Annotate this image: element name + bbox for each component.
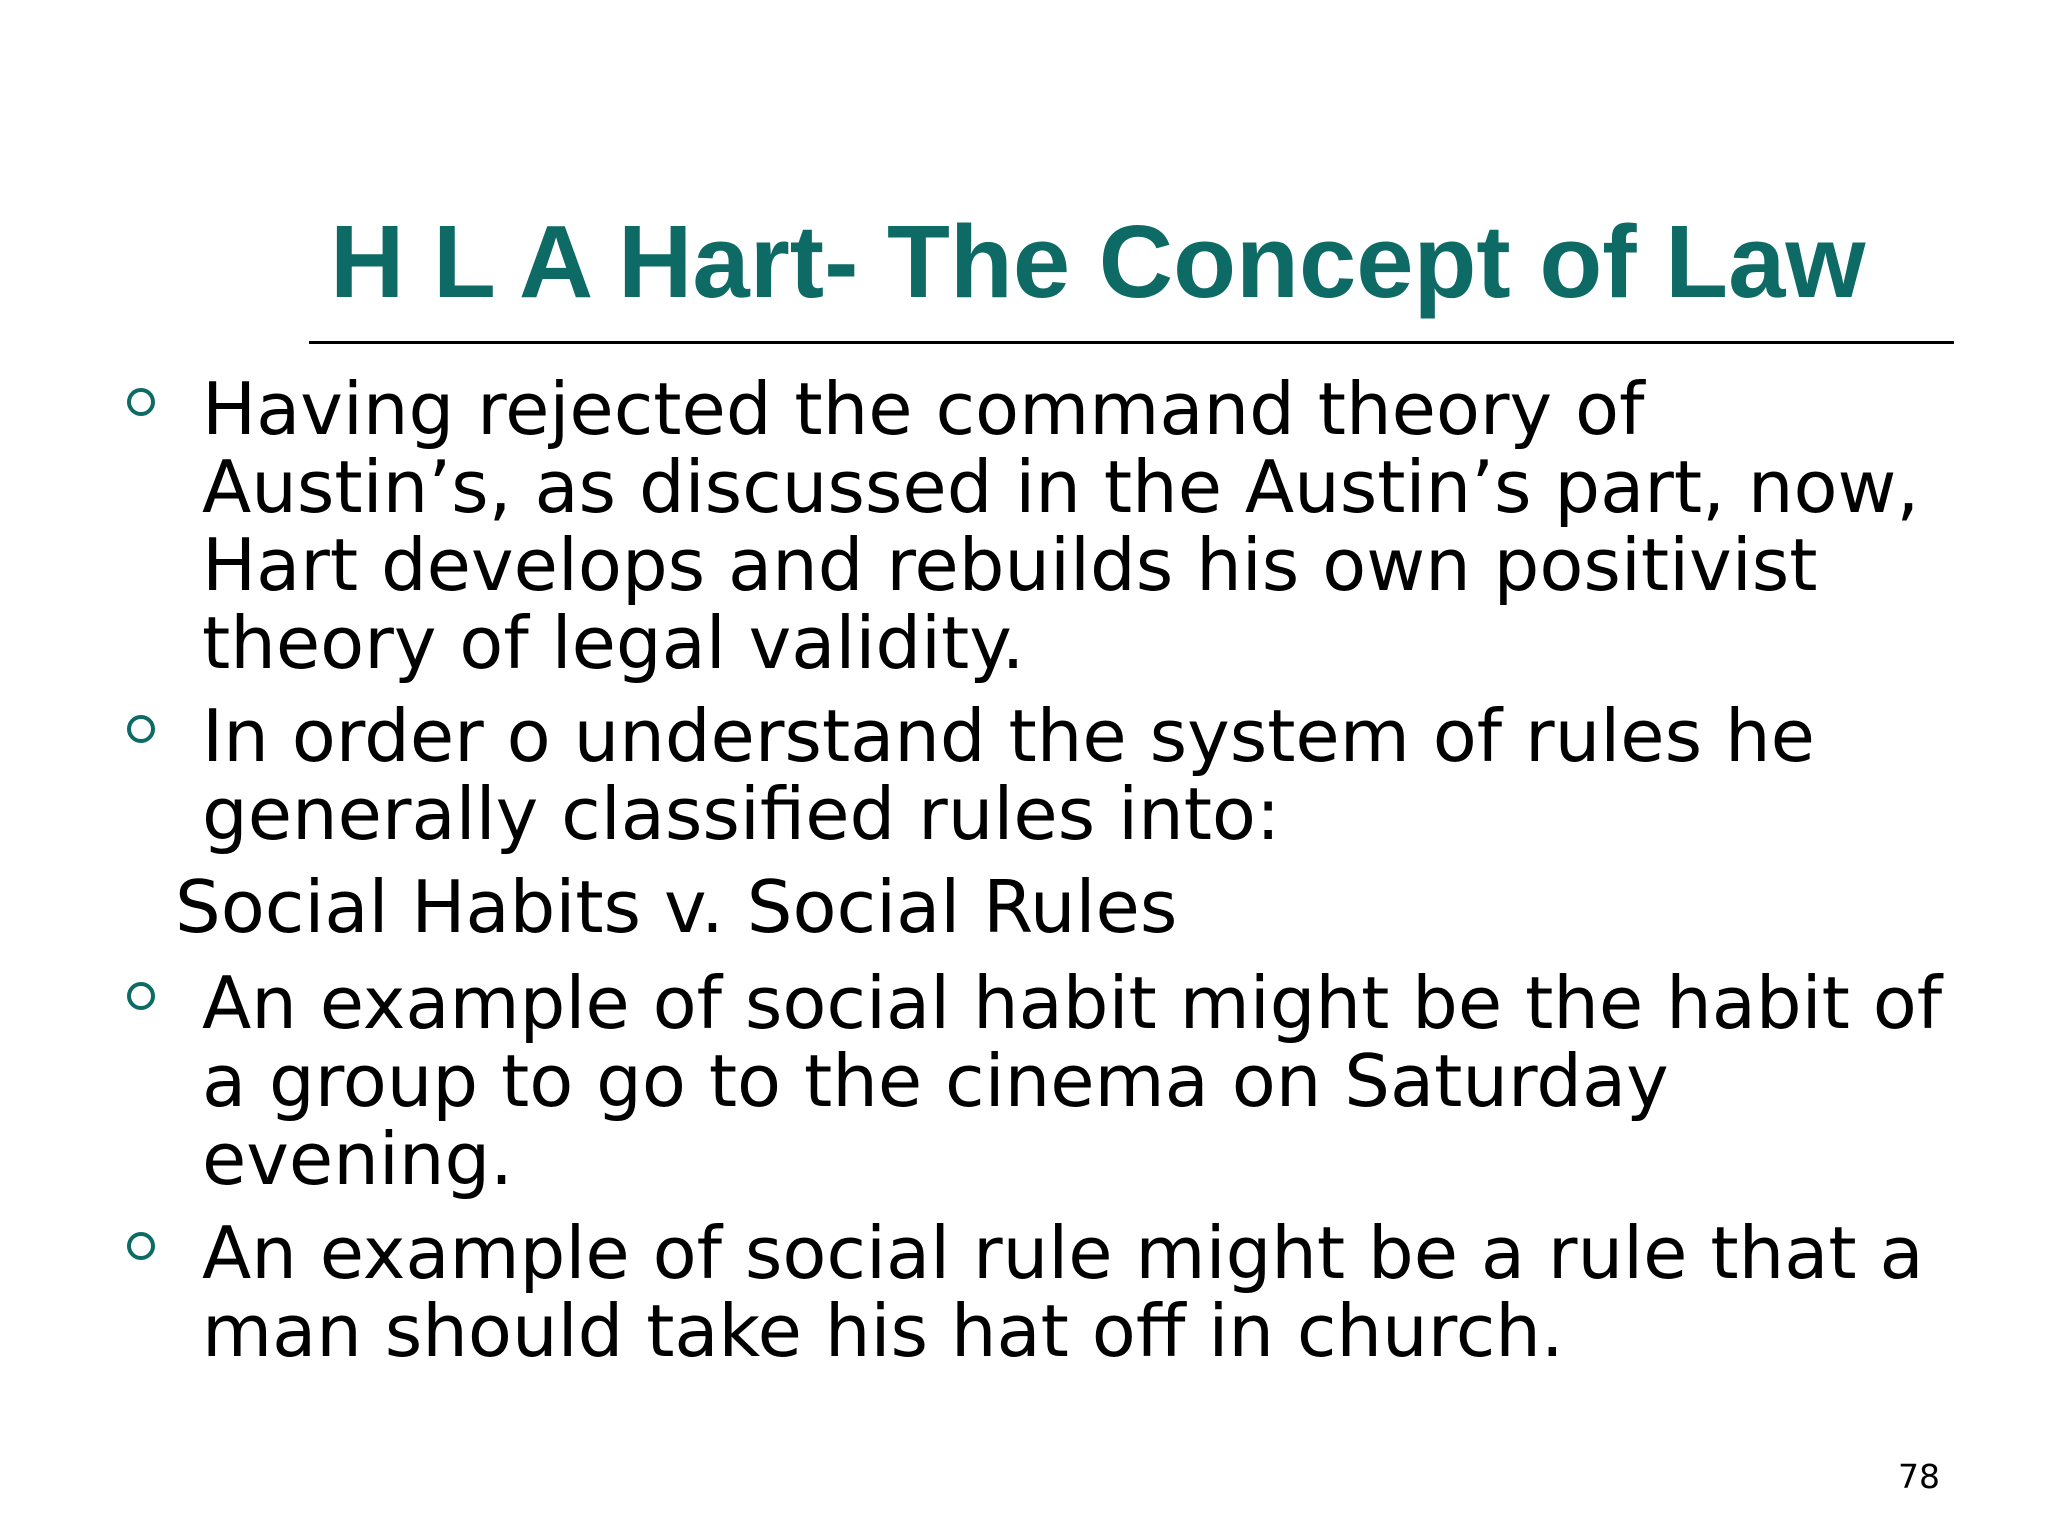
hollow-circle-bullet-icon (127, 1232, 155, 1260)
bullet-text: An example of social rule might be a rule that a man should take his hat off in church. (202, 1211, 1924, 1373)
bullet-text: Having rejected the command theory of Austin’s, as discussed in the Austin’s part, now, Hart develops and rebuilds his own positivist theory of legal validity. (202, 367, 1920, 685)
rules-classification-heading: Social Habits v. Social Rules (175, 865, 1178, 949)
hollow-circle-bullet-icon (127, 715, 155, 743)
hollow-circle-bullet-icon (127, 388, 155, 416)
bullet-text: An example of social habit might be the habit of a group to go to the cinema on Saturday evening. (202, 961, 1943, 1201)
bullet-text: In order o understand the system of rules he generally classified rules into: (202, 694, 1815, 856)
slide-title: H L A Hart- The Concept of Law (330, 204, 1866, 319)
hollow-circle-bullet-icon (127, 982, 155, 1010)
page-number: 78 (1898, 1457, 1940, 1496)
